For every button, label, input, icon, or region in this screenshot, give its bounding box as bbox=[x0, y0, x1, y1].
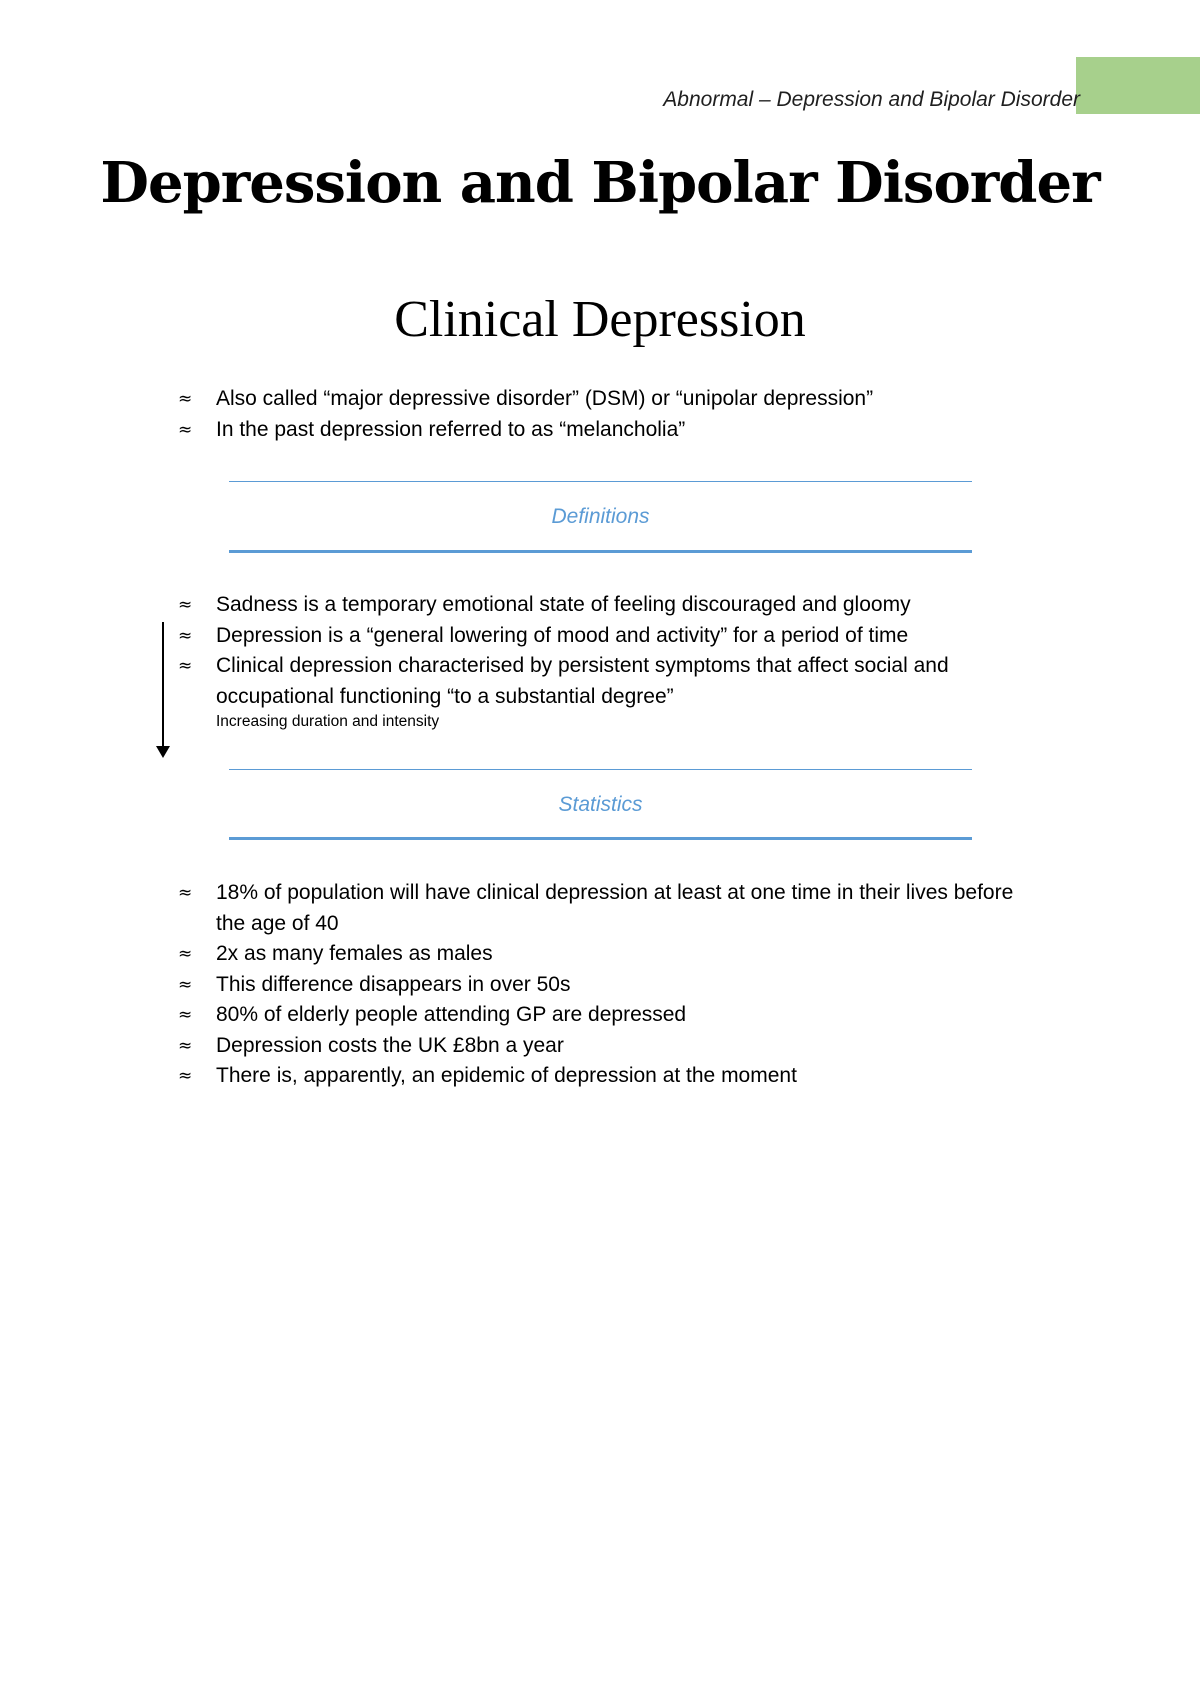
definitions-list bbox=[178, 590, 1028, 732]
approx-bullet-icon: ≈ bbox=[178, 595, 193, 615]
list-item: ≈ Clinical depression characterised by persistent symptoms that affect social and occupational functioning “to a substantial degree” bbox=[178, 651, 1028, 712]
approx-bullet-icon: ≈ bbox=[178, 883, 193, 903]
intro-list bbox=[178, 384, 1028, 445]
statistics-list bbox=[178, 878, 1028, 1092]
approx-bullet-icon: ≈ bbox=[178, 1005, 193, 1025]
definitions-heading: Definitions bbox=[551, 505, 650, 528]
list-item: ≈ 18% of population will have clinical depression at least at one time in their lives before the age of 40 bbox=[178, 878, 1028, 939]
list-item: ≈ Also called “major depressive disorder” (DSM) or “unipolar depression” bbox=[178, 384, 1028, 415]
approx-bullet-icon: ≈ bbox=[178, 656, 193, 676]
approx-bullet-icon: ≈ bbox=[178, 419, 193, 440]
arrow-head-icon bbox=[156, 746, 170, 758]
approx-bullet-icon: ≈ bbox=[178, 1035, 193, 1056]
document-title: Depression and Bipolar Disorder bbox=[100, 150, 1100, 216]
approx-bullet-icon: ≈ bbox=[178, 1066, 193, 1086]
approx-bullet-icon: ≈ bbox=[178, 389, 193, 409]
list-item: ≈ In the past depression referred to as “melancholia” bbox=[178, 415, 1028, 446]
approx-bullet-icon: ≈ bbox=[178, 625, 193, 646]
down-arrow-icon bbox=[162, 622, 164, 750]
list-item: ≈ 2x as many females as males bbox=[178, 939, 1028, 970]
list-item: ≈ Sadness is a temporary emotional state of feeling discouraged and gloomy bbox=[178, 590, 1028, 621]
statistics-heading: Statistics bbox=[558, 793, 643, 816]
list-item: ≈ Depression costs the UK £8bn a year bbox=[178, 1031, 1028, 1062]
arrow-note: Increasing duration and intensity bbox=[216, 713, 440, 730]
approx-bullet-icon: ≈ bbox=[178, 944, 193, 964]
definitions-rule-bottom bbox=[229, 550, 972, 553]
running-header: Abnormal – Depression and Bipolar Disorder bbox=[663, 88, 1080, 111]
header-tab-decoration bbox=[1076, 57, 1200, 114]
list-item: ≈ This difference disappears in over 50s bbox=[178, 970, 1028, 1001]
statistics-rule-top bbox=[229, 769, 972, 770]
approx-bullet-icon: ≈ bbox=[178, 974, 193, 995]
list-item: ≈ There is, apparently, an epidemic of depression at the moment bbox=[178, 1061, 1028, 1092]
section-title: Clinical Depression bbox=[394, 291, 806, 348]
definitions-rule-top bbox=[229, 481, 972, 482]
list-item: ≈ Depression is a “general lowering of mood and activity” for a period of time bbox=[178, 621, 1028, 652]
list-item: ≈ 80% of elderly people attending GP are depressed bbox=[178, 1000, 1028, 1031]
statistics-rule-bottom bbox=[229, 837, 972, 840]
